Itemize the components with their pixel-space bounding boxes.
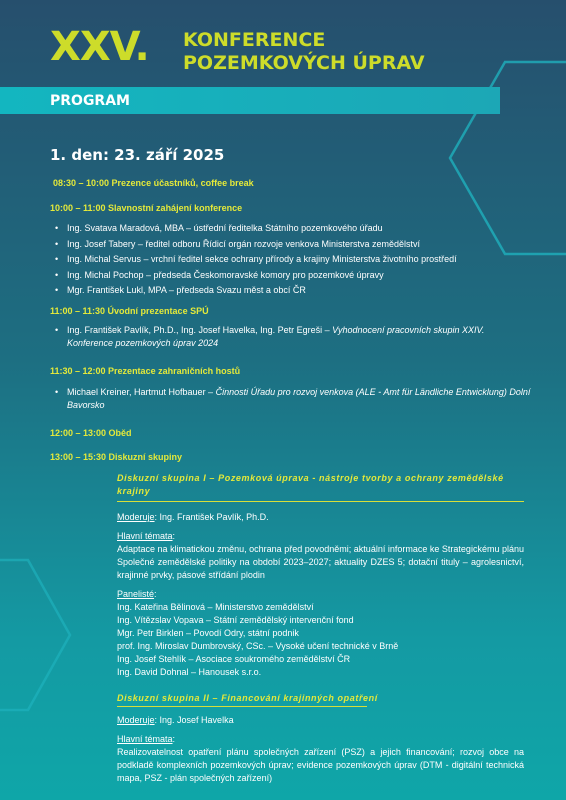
slot-spu-presentation: 11:00 – 11:30 Úvodní prezentace SPÚ: [50, 306, 209, 316]
conference-number: XXV.: [50, 24, 149, 70]
group2-topics: Realizovatelnost opatření plánu společných zařízení (PSZ) a jejich financování; rozvoj obce na podkladě komplexních pozemkových úprav; evidence pozemkových úprav (DTM - digitální technická mapa, PSZ - plán společných zařízení): [117, 747, 524, 783]
slot-discussion-groups: 13:00 – 15:30 Diskuzní skupiny: [50, 452, 183, 462]
group1-title: Diskuzní skupina I – Pozemková úprava - nástroje tvorby a ochrany zemědělské krajiny: [117, 473, 504, 496]
panelist: Ing. Kateřina Bělinová – Ministerstvo zemědělství: [117, 602, 314, 612]
group2-topics-label: Hlavní témata:: [117, 734, 176, 744]
slot-registration: 08:30 – 10:00 Prezence účastníků, coffee break: [53, 178, 254, 188]
list-item: [52, 386, 532, 412]
group1-topics: Adaptace na klimatickou změnu, ochrana před povodněmi; aktuální informace ke Strategickému plánu Společné zemědělské politiky na období 2023–2027; aktuality DZES 5; dotační tituly – agrolesnictví, krajinné prvky, pásové střídání plodin: [117, 544, 524, 580]
panelist: prof. Ing. Miroslav Dumbrovský, CSc. – Vysoké učení technické v Brně: [117, 641, 399, 651]
moderator-label: Moderuje: [117, 512, 155, 522]
presentation-title: Činnosti Úřadu pro rozvoj venkova (ALE - Amt für Ländliche Entwicklung) Dolní Bavorsko: [67, 387, 531, 410]
slot-opening: 10:00 – 11:00 Slavnostní zahájení konference: [50, 203, 243, 213]
presentation-title: Vyhodnocení pracovních skupin XXIV. Konference pozemkových úprav 2024: [67, 325, 485, 348]
list-item: • Mgr. František Lukl, MPA – předseda Svazu měst a obcí ČR: [52, 284, 532, 297]
foreign-presentation-list: [52, 386, 532, 415]
list-item: [52, 324, 532, 350]
slot-lunch: 12:00 – 13:00 Oběd: [50, 428, 132, 438]
list-item: • Ing. Michal Servus – vrchní ředitel sekce ochrany přírody a krajiny Ministerstva životního prostředí: [52, 253, 532, 266]
speakers: Michael Kreiner, Hartmut Hofbauer –: [67, 387, 216, 397]
conference-title-line2: POZEMKOVÝCH ÚPRAV: [183, 52, 425, 74]
moderator-label: Moderuje: [117, 715, 155, 725]
speakers: Ing. František Pavlík, Ph.D., Ing. Josef Havelka, Ing. Petr Egreši –: [67, 325, 333, 335]
spu-presentation-list: [52, 324, 532, 353]
list-item: • Ing. Josef Tabery – ředitel odboru Řídicí orgán rozvoje venkova Ministerstva zemědělství: [52, 238, 532, 251]
group1-divider: [117, 501, 524, 502]
panelist: Ing. David Dohnal – Hanousek s.r.o.: [117, 667, 262, 677]
panelist: Mgr. Petr Birklen – Povodí Odry, státní podnik: [117, 628, 299, 638]
group1-topics-label: Hlavní témata:: [117, 531, 176, 541]
group2-moderator: [117, 714, 524, 727]
slot-foreign-presentation: 11:30 – 12:00 Prezentace zahraničních hostů: [50, 366, 241, 376]
panelist: Ing. Vítězslav Vopava – Státní zemědělský intervenční fond: [117, 615, 354, 625]
group2-title: Diskuzní skupina II – Financování krajinných opatření: [117, 693, 378, 703]
group1-moderator: [117, 511, 524, 524]
moderator-name: : Ing. František Pavlík, Ph.D.: [154, 512, 269, 522]
program-label: PROGRAM: [50, 93, 130, 109]
moderator-name: : Ing. Josef Havelka: [154, 715, 234, 725]
day-heading: 1. den: 23. září 2025: [50, 146, 225, 164]
list-item: • Ing. Michal Pochop – předseda Českomoravské komory pro pozemkové úpravy: [52, 269, 532, 282]
group1-section: [117, 472, 524, 679]
panelist: Ing. Josef Stehlík – Asociace soukromého zemědělství ČR: [117, 654, 351, 664]
conference-title-line1: KONFERENCE: [183, 29, 326, 51]
opening-speakers-list: [52, 222, 532, 300]
group2-divider: [117, 706, 367, 707]
list-item: • Ing. Svatava Maradová, MBA – ústřední ředitelka Státního pozemkového úřadu: [52, 222, 532, 235]
group1-panelists-label: Panelisté:: [117, 589, 157, 599]
